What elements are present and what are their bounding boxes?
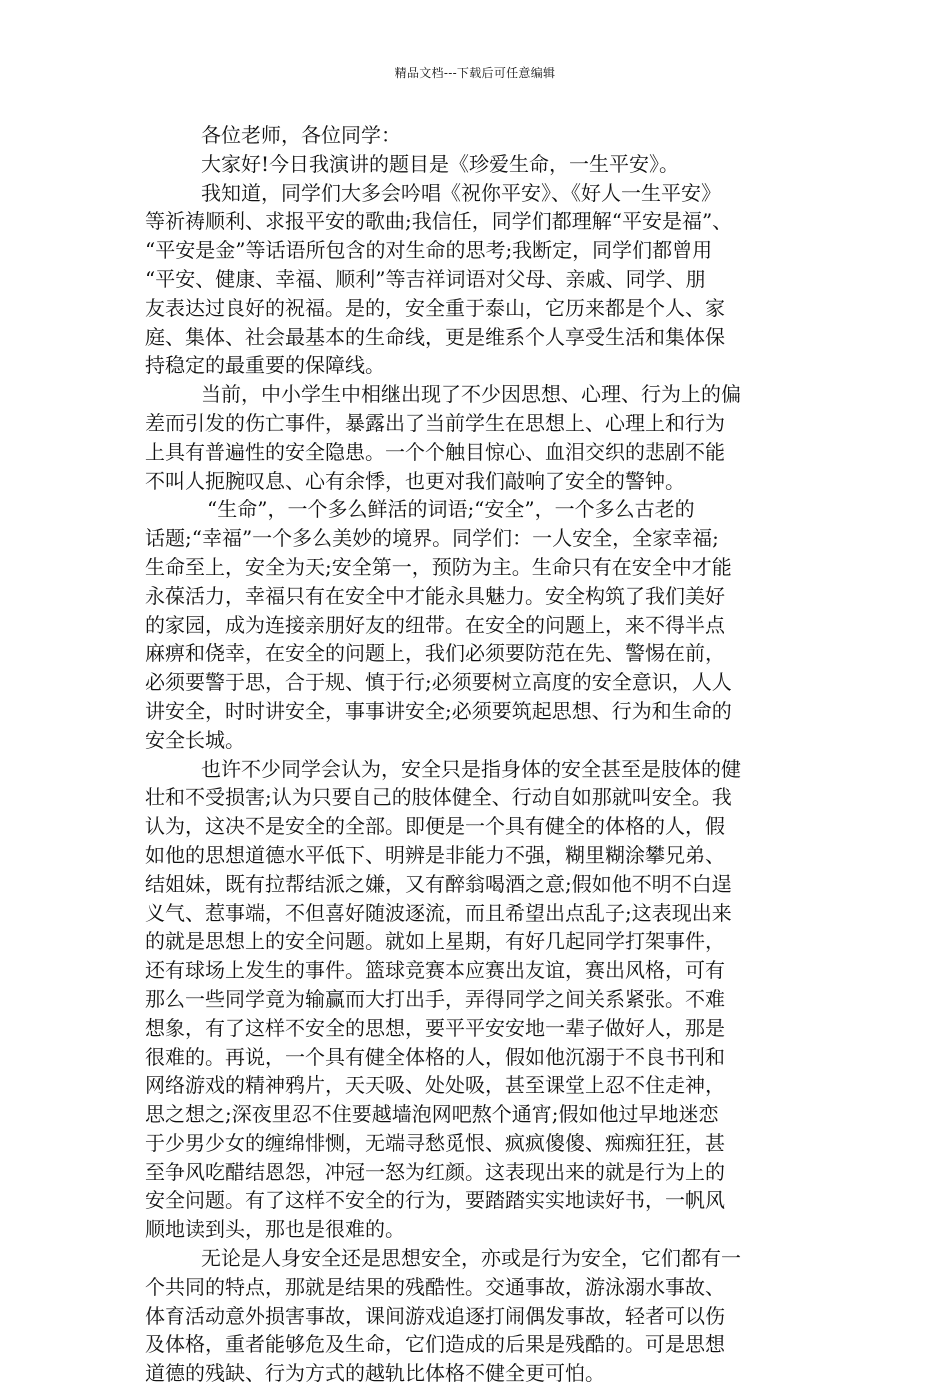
text-line: 想象，有了这样不安全的思想，要平平安安地一辈子做好人，那是	[145, 1015, 725, 1040]
text-line: 义气、惹事端，不但喜好随波逐流，而且希望出点乱子;这表现出来	[145, 900, 732, 925]
text-line: 体育活动意外损害事故，课间游戏追逐打闹偶发事故，轻者可以伤	[145, 1303, 725, 1328]
text-line: 道德的残缺、行为方式的越轨比体格不健全更可怕。	[145, 1361, 605, 1386]
text-line: 讲安全，时时讲安全，事事讲安全;必须要筑起思想、行为和生命的	[145, 698, 732, 723]
text-line: 及体格，重者能够危及生命，它们造成的后果是残酷的。可是思想	[145, 1332, 725, 1357]
text-line: 我知道，同学们大多会吟唱《祝你平安》、《好人一生平安》	[201, 180, 721, 205]
text-line: 思之想之;深夜里忍不住要越墙泡网吧熬个通宵;假如他过早地迷恋	[145, 1102, 719, 1127]
text-line: 壮和不受损害;认为只要自己的肢体健全、行动自如那就叫安全。我	[145, 785, 732, 810]
text-line: 的家园，成为连接亲朋好友的纽带。在安全的问题上，来不得半点	[145, 612, 725, 637]
text-line: 认为，这决不是安全的全部。即便是一个具有健全的体格的人，假	[145, 814, 725, 839]
greeting-line: 大家好!今日我演讲的题目是《珍爱生命，一生平安》。	[201, 151, 680, 176]
speech-body	[145, 121, 810, 1388]
text-line: 结姐妹，既有拉帮结派之嫌，又有醉翁喝酒之意;假如他不明不白逞	[145, 871, 732, 896]
text-line: 友表达过良好的祝福。是的，安全重于泰山，它历来都是个人、家	[145, 295, 725, 320]
text-line: 还有球场上发生的事件。篮球竞赛本应赛出友谊，赛出风格，可有	[145, 958, 725, 983]
text-line: 话题;“幸福”一个多么美妙的境界。同学们：一人安全，全家幸福;	[145, 526, 719, 551]
text-line: 那么一些同学竟为输赢而大打出手，弄得同学之间关系紧张。不难	[145, 986, 725, 1011]
text-line: 麻痹和侥幸，在安全的问题上，我们必须要防范在先、警惕在前，	[145, 641, 725, 666]
text-line: 持稳定的最重要的保障线。	[145, 353, 385, 378]
text-line: 顺地读到头，那也是很难的。	[145, 1217, 405, 1242]
text-line: 也许不少同学会认为，安全只是指身体的安全甚至是肢体的健	[201, 756, 741, 781]
text-line: 上具有普遍性的安全隐患。一个个触目惊心、血泪交织的悲剧不能	[145, 439, 725, 464]
text-line: “平安、健康、幸福、顺利”等吉祥词语对父母、亲戚、同学、朋	[145, 266, 706, 291]
text-line: 等祈祷顺利、求报平安的歌曲;我信任，同学们都理解“平安是福”、	[145, 209, 733, 234]
text-line: 个共同的特点，那就是结果的残酷性。交通事故，游泳溺水事故、	[145, 1274, 725, 1299]
salutation-line: 各位老师，各位同学：	[201, 123, 401, 147]
text-line: 生命至上，安全为天;安全第一，预防为主。生命只有在安全中才能	[145, 554, 732, 579]
text-line: 于少男少女的缠绵悱恻，无端寻愁觅恨、疯疯傻傻、痴痴狂狂，甚	[145, 1130, 725, 1155]
text-line: “生命”，一个多么鲜活的词语;“安全”，一个多么古老的	[207, 497, 695, 522]
text-line: 很难的。再说，一个具有健全体格的人，假如他沉溺于不良书刊和	[145, 1044, 725, 1069]
text-line: 如他的思想道德水平低下、明辨是非能力不强，糊里糊涂攀兄弟、	[145, 842, 725, 867]
text-line: 安全问题。有了这样不安全的行为，要踏踏实实地读好书，一帆风	[145, 1188, 725, 1213]
text-line: “平安是金”等话语所包含的对生命的思考;我断定，同学们都曾用	[145, 238, 713, 263]
text-line: 的就是思想上的安全问题。就如上星期，有好几起同学打架事件，	[145, 929, 725, 954]
text-line: 网络游戏的精神鸦片，天天吸、处处吸，甚至课堂上忍不住走神，	[145, 1073, 725, 1098]
text-line: 庭、集体、社会最基本的生命线，更是维系个人享受生活和集体保	[145, 324, 725, 349]
text-line: 至争风吃醋结恩怨，冲冠一怒为红颜。这表现出来的就是行为上的	[145, 1159, 725, 1184]
text-line: 当前，中小学生中相继出现了不少因思想、心理、行为上的偏	[201, 382, 741, 407]
text-line: 差而引发的伤亡事件，暴露出了当前学生在思想上、心理上和行为	[145, 410, 725, 435]
text-line: 不叫人扼腕叹息、心有余悸，也更对我们敲响了安全的警钟。	[145, 468, 685, 493]
text-line: 无论是人身安全还是思想安全，亦或是行为安全，它们都有一	[201, 1246, 741, 1271]
text-line: 永葆活力，幸福只有在安全中才能永具魅力。安全构筑了我们美好	[145, 583, 725, 608]
text-line: 安全长城。	[145, 727, 245, 752]
text-line: 必须要警于思，合于规、慎于行;必须要树立高度的安全意识，人人	[145, 670, 732, 695]
page-header: 精品文档---下载后可任意编辑	[394, 66, 556, 80]
